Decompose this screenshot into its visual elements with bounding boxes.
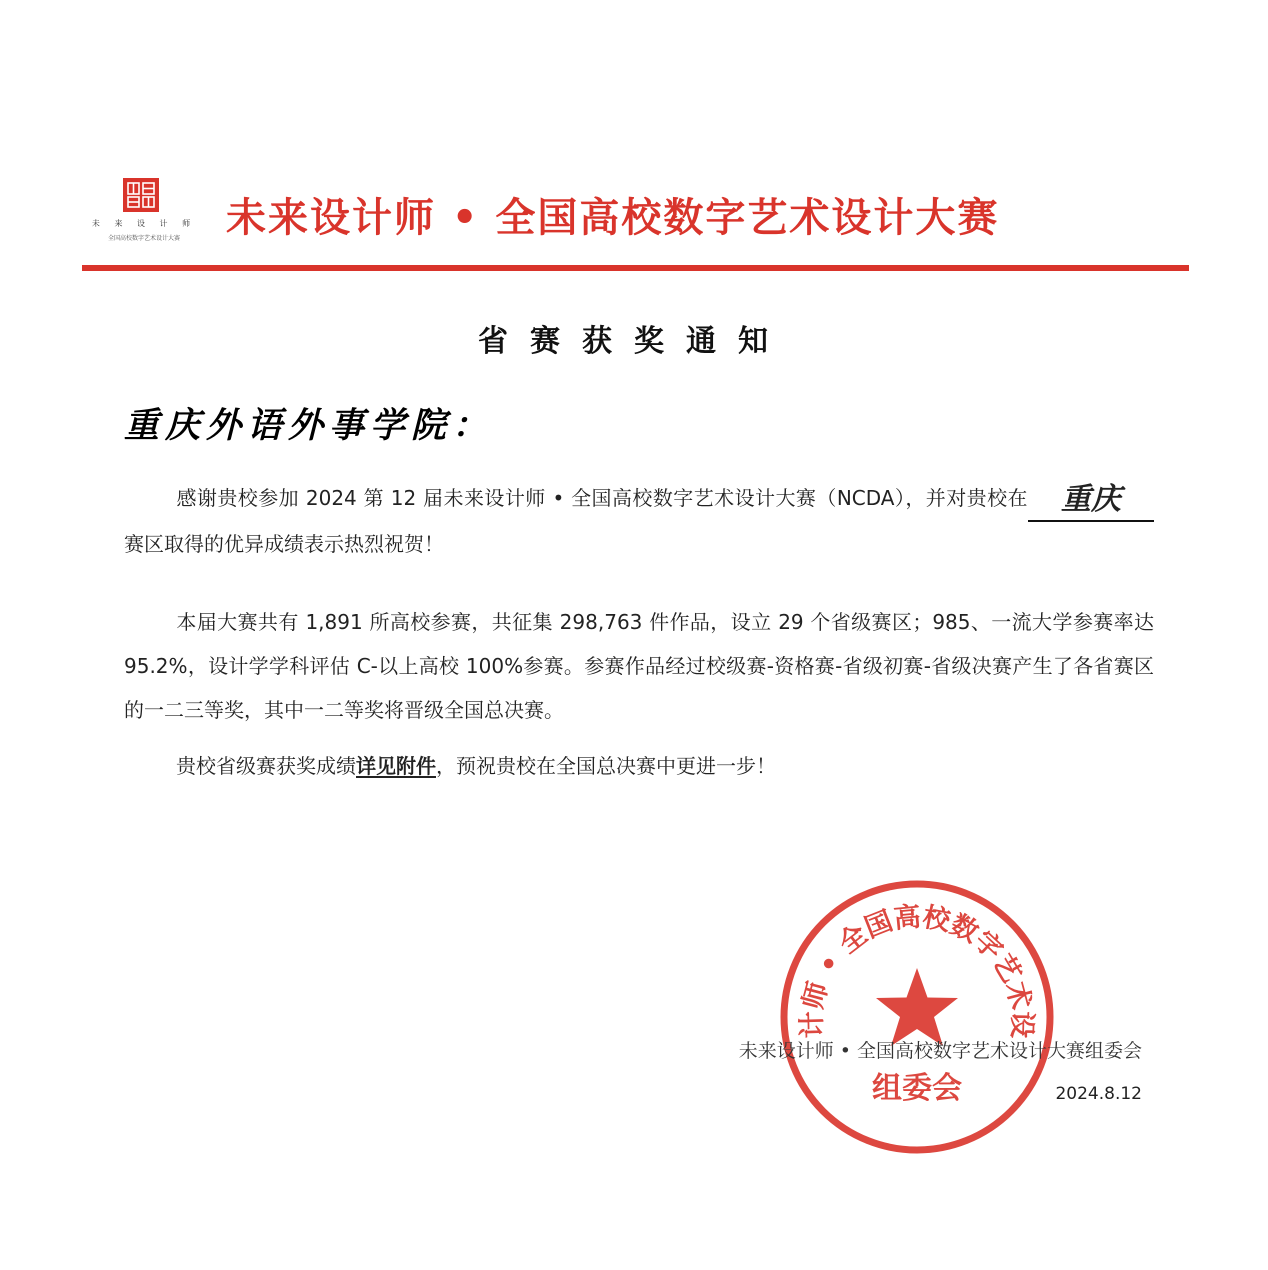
- paragraph-thanks-tail: 赛区取得的优异成绩表示热烈祝贺！: [124, 532, 444, 556]
- paragraph-stats: [124, 600, 1154, 732]
- paragraph-thanks-text: 感谢贵校参加 2024 第 12 届未来设计师 • 全国高校数字艺术设计大赛（NCDA），并对贵校在: [176, 486, 1028, 510]
- paragraph-results-tail: ，预祝贵校在全国总决赛中更进一步！: [436, 754, 776, 778]
- seal-star-icon: [876, 968, 958, 1046]
- paragraph-results: [124, 744, 1154, 788]
- official-seal: [776, 876, 1058, 1158]
- issue-date: 2024.8.12: [1055, 1084, 1142, 1104]
- official-seal-graphic: [776, 876, 1058, 1158]
- logo-mark-icon: [123, 178, 159, 212]
- logo-subtitle: 全国高校数字艺术设计大赛: [107, 235, 180, 242]
- attachment-reference: 详见附件: [356, 754, 436, 778]
- paragraph-results-text: 贵校省级赛获奖成绩: [176, 754, 356, 778]
- logo-name: 未 来 设 计 师: [91, 219, 197, 228]
- seal-center-text: 组委会: [872, 1071, 962, 1106]
- paragraph-thanks: [124, 476, 1154, 566]
- signature-line: 未来设计师 • 全国高校数字艺术设计大赛组委会: [738, 1040, 1142, 1062]
- recipient-name: 重庆外语外事学院：: [124, 405, 494, 446]
- region-blank: 重庆: [1028, 480, 1154, 522]
- notice-title: 省赛获奖通知: [478, 324, 790, 359]
- competition-logo: [90, 178, 198, 250]
- header-divider: [82, 265, 1189, 271]
- seal-ring-text: 计师 • 全国高校数字艺术设: [796, 901, 1038, 1039]
- header-title: 未来设计师 • 全国高校数字艺术设计大赛: [226, 195, 1000, 241]
- paragraph-stats-text: 本届大赛共有 1,891 所高校参赛，共征集 298,763 件作品，设立 29 个省级赛区；985、一流大学参赛率达 95.2%，设计学学科评估 C-以上高校 100%参赛。参赛作品经过校级赛-资格赛-省级初赛-省级决赛产生了各省赛区的一二三等奖，其中一二等奖将晋级全国总决赛。: [124, 610, 1154, 722]
